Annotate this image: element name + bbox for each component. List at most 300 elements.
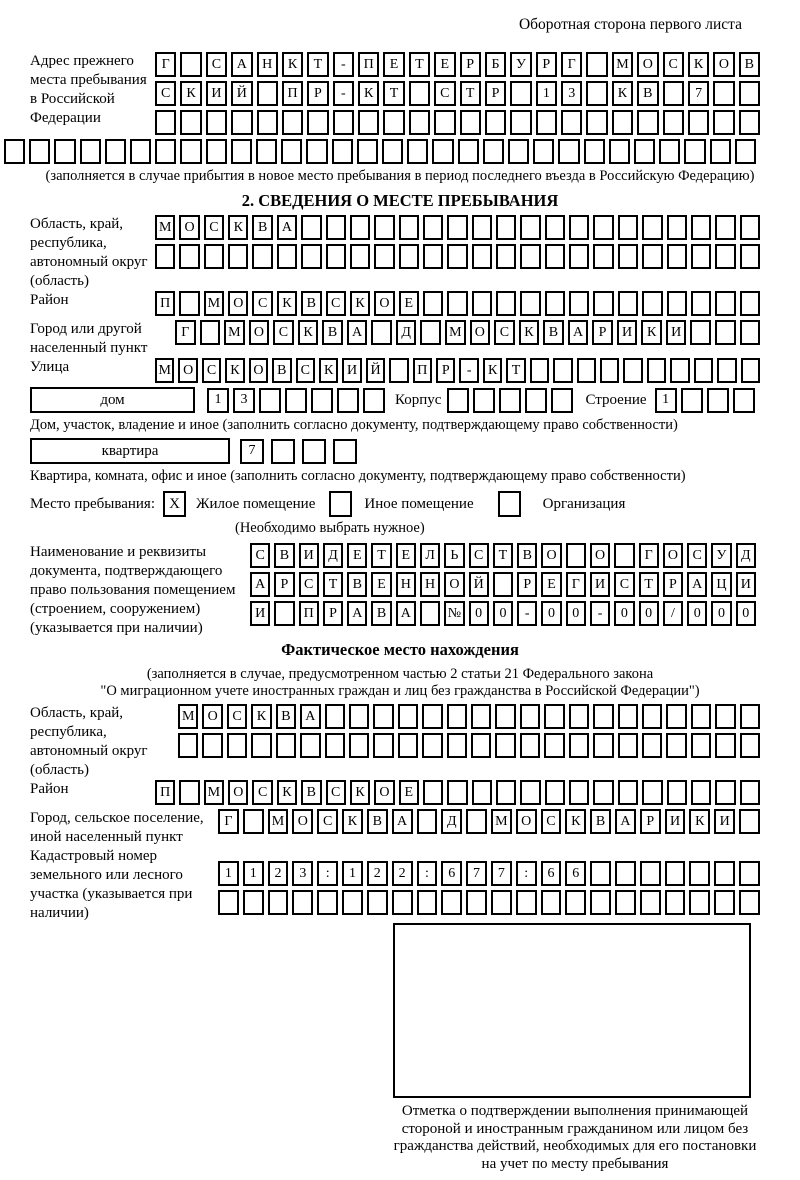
char-cell[interactable] [417, 890, 438, 915]
char-cell[interactable]: С [296, 358, 315, 383]
char-cell[interactable]: П [282, 81, 303, 106]
char-cell[interactable] [642, 215, 662, 240]
char-cell[interactable]: М [612, 52, 633, 77]
char-cell[interactable] [665, 861, 686, 886]
char-cell[interactable]: В [590, 809, 611, 834]
char-cell[interactable] [545, 215, 565, 240]
char-cell[interactable] [326, 215, 346, 240]
char-cell[interactable] [422, 733, 442, 758]
char-cell[interactable] [681, 388, 703, 413]
char-cell[interactable] [300, 733, 320, 758]
char-cell[interactable] [510, 81, 531, 106]
char-cell[interactable] [739, 81, 760, 106]
char-cell[interactable]: Р [274, 572, 294, 597]
char-cell[interactable] [80, 139, 101, 164]
char-cell[interactable]: Т [506, 358, 525, 383]
char-cell[interactable] [206, 139, 227, 164]
char-cell[interactable] [471, 704, 491, 729]
char-cell[interactable] [373, 733, 393, 758]
char-cell[interactable] [520, 215, 540, 240]
char-cell[interactable] [553, 358, 572, 383]
char-cell[interactable]: 0 [736, 601, 756, 626]
char-cell[interactable] [690, 320, 711, 345]
char-cell[interactable] [434, 110, 455, 135]
char-cell[interactable] [623, 358, 642, 383]
char-cell[interactable] [618, 291, 638, 316]
char-cell[interactable] [496, 244, 516, 269]
char-cell[interactable] [642, 291, 662, 316]
char-cell[interactable] [178, 733, 198, 758]
char-cell[interactable] [473, 388, 495, 413]
char-cell[interactable] [593, 244, 613, 269]
char-cell[interactable] [417, 809, 438, 834]
char-cell[interactable] [374, 244, 394, 269]
char-cell[interactable] [422, 704, 442, 729]
char-cell[interactable] [642, 704, 662, 729]
char-cell[interactable] [565, 890, 586, 915]
char-cell[interactable] [495, 704, 515, 729]
char-cell[interactable] [274, 601, 294, 626]
char-cell[interactable]: В [276, 704, 296, 729]
char-cell[interactable] [29, 139, 50, 164]
char-cell[interactable] [670, 358, 689, 383]
char-cell[interactable] [665, 890, 686, 915]
char-cell[interactable] [739, 110, 760, 135]
char-cell[interactable]: К [519, 320, 540, 345]
char-cell[interactable] [715, 320, 736, 345]
char-cell[interactable] [551, 388, 573, 413]
char-cell[interactable] [206, 110, 227, 135]
char-cell[interactable] [740, 780, 760, 805]
char-cell[interactable]: 2 [268, 861, 289, 886]
char-cell[interactable] [715, 780, 735, 805]
char-cell[interactable] [382, 139, 403, 164]
char-cell[interactable] [666, 704, 686, 729]
char-cell[interactable]: С [252, 780, 272, 805]
char-cell[interactable]: О [249, 358, 268, 383]
char-cell[interactable]: С [202, 358, 221, 383]
char-cell[interactable] [180, 110, 201, 135]
char-cell[interactable] [243, 809, 264, 834]
char-cell[interactable] [282, 110, 303, 135]
char-cell[interactable]: И [617, 320, 638, 345]
char-cell[interactable] [614, 543, 634, 568]
char-cell[interactable] [326, 244, 346, 269]
char-cell[interactable]: О [590, 543, 610, 568]
char-cell[interactable]: Й [469, 572, 489, 597]
char-cell[interactable] [536, 110, 557, 135]
char-cell[interactable]: А [687, 572, 707, 597]
char-cell[interactable]: Г [218, 809, 239, 834]
char-cell[interactable] [281, 139, 302, 164]
char-cell[interactable]: С [469, 543, 489, 568]
char-cell[interactable]: О [292, 809, 313, 834]
char-cell[interactable]: Й [366, 358, 385, 383]
char-cell[interactable] [516, 890, 537, 915]
char-cell[interactable]: С [155, 81, 176, 106]
char-cell[interactable] [285, 388, 307, 413]
char-cell[interactable]: К [251, 704, 271, 729]
char-cell[interactable]: С [687, 543, 707, 568]
char-cell[interactable] [311, 388, 333, 413]
char-cell[interactable]: П [358, 52, 379, 77]
char-cell[interactable]: № [444, 601, 464, 626]
char-cell[interactable] [618, 733, 638, 758]
char-cell[interactable]: 3 [233, 388, 255, 413]
char-cell[interactable] [544, 733, 564, 758]
char-cell[interactable]: Н [257, 52, 278, 77]
char-cell[interactable] [333, 110, 354, 135]
char-cell[interactable] [307, 110, 328, 135]
char-cell[interactable]: 1 [218, 861, 239, 886]
char-cell[interactable]: С [227, 704, 247, 729]
char-cell[interactable] [715, 244, 735, 269]
char-cell[interactable]: 6 [541, 861, 562, 886]
char-cell[interactable] [569, 215, 589, 240]
char-cell[interactable] [472, 780, 492, 805]
char-cell[interactable] [363, 388, 385, 413]
stay-type-checkbox-organization[interactable] [498, 491, 521, 517]
char-cell[interactable]: И [206, 81, 227, 106]
char-cell[interactable] [612, 110, 633, 135]
char-cell[interactable]: М [204, 291, 224, 316]
char-cell[interactable]: Е [541, 572, 561, 597]
char-cell[interactable] [268, 890, 289, 915]
char-cell[interactable]: К [277, 291, 297, 316]
char-cell[interactable] [399, 244, 419, 269]
char-cell[interactable] [325, 704, 345, 729]
char-cell[interactable] [689, 861, 710, 886]
char-cell[interactable] [530, 358, 549, 383]
char-cell[interactable] [493, 572, 513, 597]
char-cell[interactable]: К [180, 81, 201, 106]
char-cell[interactable]: 0 [469, 601, 489, 626]
char-cell[interactable] [202, 733, 222, 758]
char-cell[interactable] [251, 733, 271, 758]
char-cell[interactable] [545, 780, 565, 805]
char-cell[interactable]: 0 [711, 601, 731, 626]
char-cell[interactable] [691, 704, 711, 729]
char-cell[interactable]: П [299, 601, 319, 626]
char-cell[interactable]: 7 [688, 81, 709, 106]
char-cell[interactable] [447, 291, 467, 316]
char-cell[interactable]: С [494, 320, 515, 345]
char-cell[interactable]: Р [460, 52, 481, 77]
char-cell[interactable]: Ь [444, 543, 464, 568]
char-cell[interactable]: К [282, 52, 303, 77]
char-cell[interactable]: Б [485, 52, 506, 77]
char-cell[interactable] [593, 780, 613, 805]
char-cell[interactable] [371, 320, 392, 345]
char-cell[interactable] [634, 139, 655, 164]
char-cell[interactable]: 2 [392, 861, 413, 886]
char-cell[interactable] [458, 139, 479, 164]
char-cell[interactable]: С [663, 52, 684, 77]
char-cell[interactable]: Л [420, 543, 440, 568]
char-cell[interactable] [691, 733, 711, 758]
char-cell[interactable]: У [711, 543, 731, 568]
char-cell[interactable] [667, 215, 687, 240]
char-cell[interactable] [558, 139, 579, 164]
char-cell[interactable]: А [300, 704, 320, 729]
char-cell[interactable]: 1 [207, 388, 229, 413]
char-cell[interactable]: И [250, 601, 270, 626]
char-cell[interactable] [231, 139, 252, 164]
char-cell[interactable]: 7 [491, 861, 512, 886]
char-cell[interactable] [640, 861, 661, 886]
char-cell[interactable]: В [272, 358, 291, 383]
char-cell[interactable]: С [614, 572, 634, 597]
char-cell[interactable] [54, 139, 75, 164]
char-cell[interactable] [367, 890, 388, 915]
char-cell[interactable]: Т [323, 572, 343, 597]
char-cell[interactable]: К [228, 215, 248, 240]
char-cell[interactable]: А [392, 809, 413, 834]
char-cell[interactable]: С [326, 780, 346, 805]
char-cell[interactable]: С [434, 81, 455, 106]
char-cell[interactable] [491, 890, 512, 915]
char-cell[interactable] [155, 244, 175, 269]
char-cell[interactable]: М [155, 358, 174, 383]
char-cell[interactable] [569, 733, 589, 758]
char-cell[interactable] [566, 543, 586, 568]
char-cell[interactable] [374, 215, 394, 240]
char-cell[interactable] [600, 358, 619, 383]
char-cell[interactable] [586, 52, 607, 77]
char-cell[interactable]: Е [347, 543, 367, 568]
char-cell[interactable] [707, 388, 729, 413]
char-cell[interactable]: А [396, 601, 416, 626]
char-cell[interactable]: Р [436, 358, 455, 383]
char-cell[interactable]: Д [323, 543, 343, 568]
char-cell[interactable]: И [666, 320, 687, 345]
char-cell[interactable] [256, 139, 277, 164]
char-cell[interactable] [447, 215, 467, 240]
char-cell[interactable] [545, 244, 565, 269]
char-cell[interactable] [179, 780, 199, 805]
char-cell[interactable]: Н [420, 572, 440, 597]
char-cell[interactable]: К [688, 52, 709, 77]
char-cell[interactable] [740, 291, 760, 316]
char-cell[interactable] [349, 704, 369, 729]
char-cell[interactable] [496, 780, 516, 805]
char-cell[interactable] [407, 139, 428, 164]
char-cell[interactable]: Р [536, 52, 557, 77]
char-cell[interactable] [180, 52, 201, 77]
char-cell[interactable] [544, 704, 564, 729]
char-cell[interactable]: В [739, 52, 760, 77]
char-cell[interactable]: 7 [466, 861, 487, 886]
char-cell[interactable] [689, 890, 710, 915]
char-cell[interactable]: А [347, 601, 367, 626]
char-cell[interactable] [447, 388, 469, 413]
char-cell[interactable]: И [299, 543, 319, 568]
char-cell[interactable]: В [517, 543, 537, 568]
char-cell[interactable] [713, 110, 734, 135]
char-cell[interactable]: К [342, 809, 363, 834]
char-cell[interactable] [642, 780, 662, 805]
char-cell[interactable] [569, 244, 589, 269]
char-cell[interactable]: В [637, 81, 658, 106]
char-cell[interactable]: К [565, 809, 586, 834]
char-cell[interactable]: И [342, 358, 361, 383]
char-cell[interactable] [302, 439, 326, 464]
apartment-box[interactable]: квартира [30, 438, 230, 464]
char-cell[interactable] [496, 215, 516, 240]
stay-type-checkbox-other[interactable] [329, 491, 352, 517]
char-cell[interactable] [618, 215, 638, 240]
char-cell[interactable]: К [641, 320, 662, 345]
char-cell[interactable]: К [298, 320, 319, 345]
char-cell[interactable]: О [663, 543, 683, 568]
char-cell[interactable]: - [517, 601, 537, 626]
char-cell[interactable]: О [470, 320, 491, 345]
char-cell[interactable] [740, 704, 760, 729]
char-cell[interactable]: О [516, 809, 537, 834]
char-cell[interactable] [447, 780, 467, 805]
char-cell[interactable] [618, 244, 638, 269]
char-cell[interactable]: / [663, 601, 683, 626]
char-cell[interactable]: С [317, 809, 338, 834]
char-cell[interactable] [423, 780, 443, 805]
char-cell[interactable]: К [483, 358, 502, 383]
char-cell[interactable]: 0 [493, 601, 513, 626]
char-cell[interactable] [590, 890, 611, 915]
char-cell[interactable]: Т [493, 543, 513, 568]
char-cell[interactable]: К [358, 81, 379, 106]
char-cell[interactable]: Е [434, 52, 455, 77]
char-cell[interactable]: О [374, 780, 394, 805]
char-cell[interactable] [642, 733, 662, 758]
char-cell[interactable]: М [224, 320, 245, 345]
char-cell[interactable] [447, 733, 467, 758]
char-cell[interactable] [333, 439, 357, 464]
char-cell[interactable] [691, 244, 711, 269]
char-cell[interactable] [432, 139, 453, 164]
char-cell[interactable] [130, 139, 151, 164]
char-cell[interactable] [257, 110, 278, 135]
char-cell[interactable] [714, 861, 735, 886]
char-cell[interactable] [714, 890, 735, 915]
char-cell[interactable]: - [333, 52, 354, 77]
char-cell[interactable]: О [228, 291, 248, 316]
char-cell[interactable] [520, 291, 540, 316]
char-cell[interactable] [271, 439, 295, 464]
char-cell[interactable]: 7 [240, 439, 264, 464]
char-cell[interactable] [373, 704, 393, 729]
char-cell[interactable] [615, 890, 636, 915]
char-cell[interactable]: К [689, 809, 710, 834]
char-cell[interactable]: С [273, 320, 294, 345]
char-cell[interactable] [667, 780, 687, 805]
char-cell[interactable] [350, 215, 370, 240]
char-cell[interactable] [105, 139, 126, 164]
char-cell[interactable]: Г [639, 543, 659, 568]
char-cell[interactable] [398, 733, 418, 758]
char-cell[interactable] [200, 320, 221, 345]
char-cell[interactable]: В [274, 543, 294, 568]
char-cell[interactable] [569, 780, 589, 805]
char-cell[interactable]: Р [640, 809, 661, 834]
char-cell[interactable]: С [541, 809, 562, 834]
char-cell[interactable] [733, 388, 755, 413]
char-cell[interactable] [741, 358, 760, 383]
char-cell[interactable] [472, 244, 492, 269]
char-cell[interactable]: И [590, 572, 610, 597]
char-cell[interactable]: 1 [655, 388, 677, 413]
char-cell[interactable] [577, 358, 596, 383]
char-cell[interactable] [483, 139, 504, 164]
char-cell[interactable] [257, 81, 278, 106]
char-cell[interactable]: Т [307, 52, 328, 77]
char-cell[interactable] [350, 244, 370, 269]
char-cell[interactable] [684, 139, 705, 164]
char-cell[interactable]: О [541, 543, 561, 568]
char-cell[interactable] [715, 215, 735, 240]
char-cell[interactable] [460, 110, 481, 135]
char-cell[interactable] [337, 388, 359, 413]
char-cell[interactable] [593, 215, 613, 240]
char-cell[interactable]: О [228, 780, 248, 805]
char-cell[interactable]: Т [639, 572, 659, 597]
char-cell[interactable]: 2 [367, 861, 388, 886]
char-cell[interactable] [663, 110, 684, 135]
char-cell[interactable] [520, 704, 540, 729]
char-cell[interactable]: Р [485, 81, 506, 106]
char-cell[interactable]: М [445, 320, 466, 345]
char-cell[interactable] [301, 244, 321, 269]
char-cell[interactable]: С [326, 291, 346, 316]
char-cell[interactable] [292, 890, 313, 915]
char-cell[interactable]: О [202, 704, 222, 729]
char-cell[interactable]: К [319, 358, 338, 383]
char-cell[interactable]: П [155, 291, 175, 316]
char-cell[interactable] [301, 215, 321, 240]
char-cell[interactable] [231, 110, 252, 135]
char-cell[interactable] [615, 861, 636, 886]
char-cell[interactable]: В [301, 291, 321, 316]
char-cell[interactable] [441, 890, 462, 915]
char-cell[interactable] [561, 110, 582, 135]
char-cell[interactable]: Т [371, 543, 391, 568]
char-cell[interactable] [739, 861, 760, 886]
char-cell[interactable] [332, 139, 353, 164]
char-cell[interactable]: Й [231, 81, 252, 106]
char-cell[interactable]: И [665, 809, 686, 834]
char-cell[interactable] [520, 780, 540, 805]
char-cell[interactable]: В [543, 320, 564, 345]
char-cell[interactable]: О [713, 52, 734, 77]
char-cell[interactable]: К [277, 780, 297, 805]
char-cell[interactable]: И [736, 572, 756, 597]
char-cell[interactable] [277, 244, 297, 269]
char-cell[interactable] [593, 291, 613, 316]
char-cell[interactable]: 1 [342, 861, 363, 886]
char-cell[interactable] [508, 139, 529, 164]
char-cell[interactable] [667, 291, 687, 316]
char-cell[interactable] [466, 809, 487, 834]
char-cell[interactable] [691, 215, 711, 240]
char-cell[interactable]: К [350, 780, 370, 805]
char-cell[interactable] [642, 244, 662, 269]
char-cell[interactable] [383, 110, 404, 135]
char-cell[interactable] [569, 704, 589, 729]
char-cell[interactable] [667, 244, 687, 269]
char-cell[interactable]: Е [399, 780, 419, 805]
char-cell[interactable] [618, 704, 638, 729]
char-cell[interactable]: 6 [441, 861, 462, 886]
char-cell[interactable] [204, 244, 224, 269]
